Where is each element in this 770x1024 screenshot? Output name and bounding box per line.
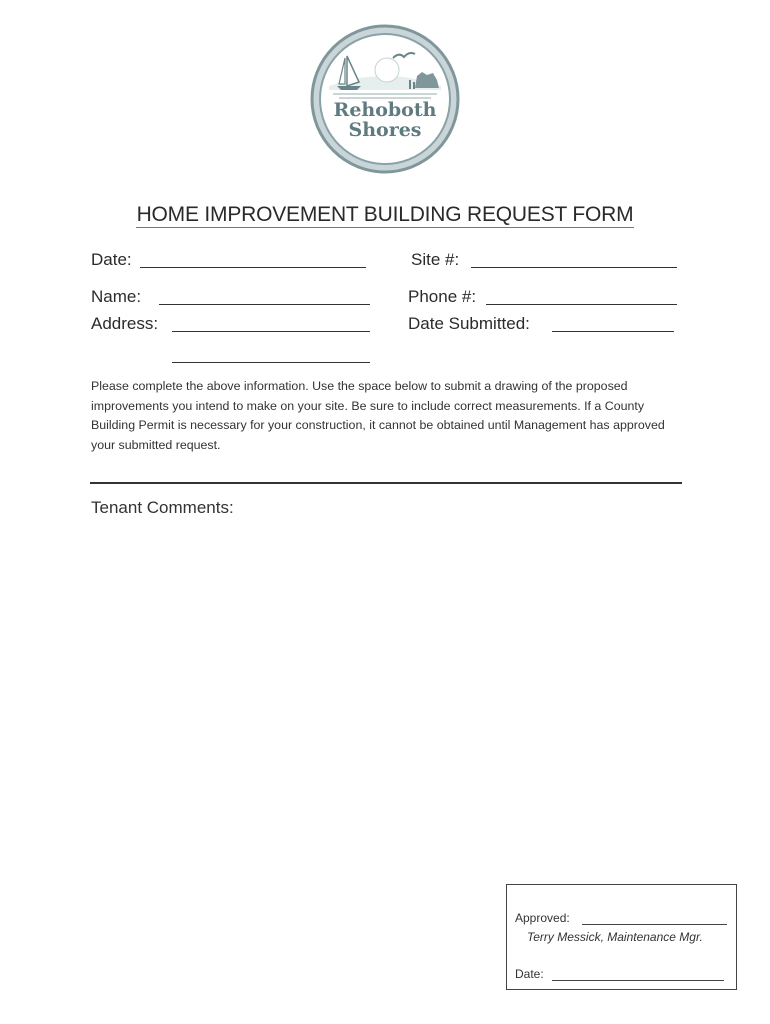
phone-label: Phone #:: [408, 287, 477, 306]
name-field[interactable]: [159, 304, 370, 305]
logo-text-rehoboth: Rehoboth: [333, 99, 437, 121]
address-line2-field[interactable]: [172, 362, 370, 363]
site-field[interactable]: [471, 267, 677, 268]
tenant-comments-area[interactable]: [90, 530, 682, 870]
date-submitted-field[interactable]: [552, 331, 674, 332]
approval-box: [506, 884, 737, 990]
date-field[interactable]: [140, 267, 366, 268]
approved-signature-field[interactable]: [582, 924, 727, 925]
approval-date-label: Date:: [515, 967, 544, 981]
date-submitted-label: Date Submitted:: [408, 314, 530, 333]
approval-date-field[interactable]: [552, 980, 724, 981]
name-label: Name:: [91, 287, 142, 306]
tenant-comments-label: Tenant Comments:: [91, 498, 234, 517]
address-field[interactable]: [172, 331, 370, 332]
date-label: Date:: [91, 250, 132, 269]
address-label: Address:: [91, 314, 159, 333]
form-title: HOME IMPROVEMENT BUILDING REQUEST FORM: [136, 203, 634, 226]
rehoboth-shores-logo: [309, 24, 461, 174]
instructions-text: Please complete the above information. Use the space below to submit a drawing of the proposed improvements you intend to make on your site. Be sure to include correct measurements. If a County Building Permit is necessary for your construction, it cannot be obtained until Management has approved your submitted request.: [91, 379, 665, 452]
section-divider: [90, 482, 682, 484]
logo-text-shores: Shores: [348, 119, 422, 141]
site-label: Site #:: [411, 250, 460, 269]
manager-name: Terry Messick, Maintenance Mgr.: [527, 930, 703, 944]
approved-label: Approved:: [515, 911, 570, 925]
phone-field[interactable]: [486, 304, 677, 305]
